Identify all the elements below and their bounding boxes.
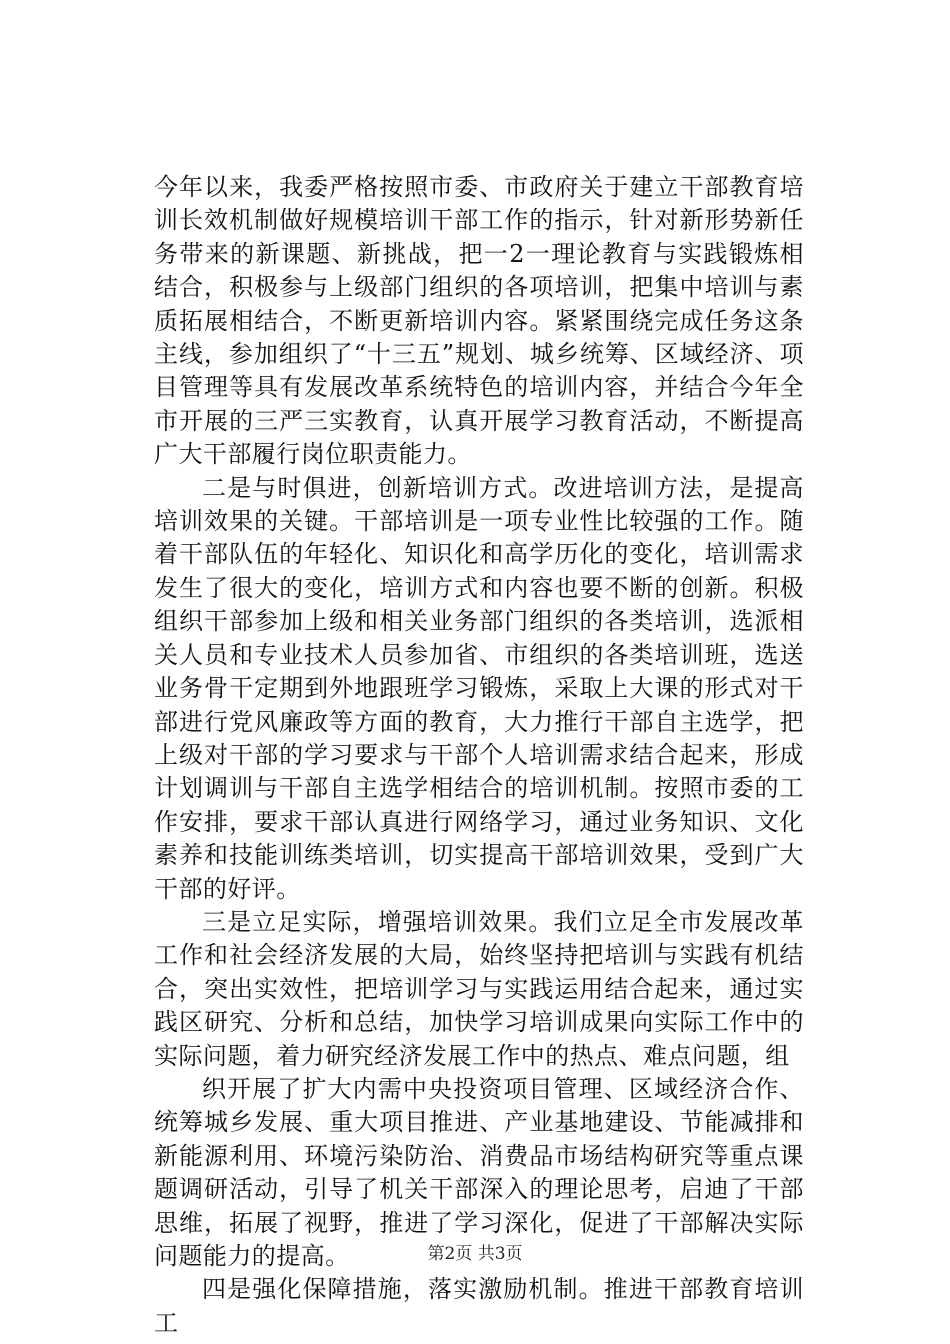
- paragraph-2: 二是与时俱进，创新培训方式。改进培训方法，是提高培训效果的关键。干部培训是一项专业性比较强的工作。随着干部队伍的年轻化、知识化和高学历化的变化，培训需求发生了很大的变化，培训方式和内容也要不断的创新。积极组织干部参加上级和相关业务部门组织的各类培训，选派相关人员和专业技术人员参加省、市组织的各类培训班，选送业务骨干定期到外地跟班学习锻炼，采取上大课的形式对干部进行党风廉政等方面的教育，大力推行干部自主选学，把上级对干部的学习要求与干部个人培训需求结合起来，形成计划调训与干部自主选学相结合的培训机制。按照市委的工作安排，要求干部认真进行网络学习，通过业务知识、文化素养和技能训练类培训，切实提高干部培训效果，受到广大干部的好评。: [154, 473, 804, 903]
- page-number-footer: 第2页 共3页: [427, 1244, 523, 1264]
- document-body: [154, 171, 804, 1340]
- paragraph-3: 三是立足实际，增强培训效果。我们立足全市发展改革工作和社会经济发展的大局，始终坚持把培训与实践有机结合，突出实效性，把培训学习与实践运用结合起来，通过实践区研究、分析和总结，加快学习培训成果向实际工作中的实际问题，着力研究经济发展工作中的热点、难点问题，组: [154, 907, 804, 1070]
- paragraph-5: 四是强化保障措施，落实激励机制。推进干部教育培训工: [154, 1275, 804, 1337]
- paragraph-4: 织开展了扩大内需中央投资项目管理、区域经济合作、统筹城乡发展、重大项目推进、产业基地建设、节能减排和新能源利用、环境污染防治、消费品市场结构研究等重点课题调研活动，引导了机关干部深入的理论思考，启迪了干部思维，拓展了视野，推进了学习深化，促进了干部解决实际问题能力的提高。: [154, 1074, 804, 1270]
- paragraph-1: 今年以来，我委严格按照市委、市政府关于建立干部教育培训长效机制做好规模培训干部工作的指示，针对新形势新任务带来的新课题、新挑战，把一2一理论教育与实践锻炼相结合，积极参与上级部门组织的各项培训，把集中培训与素质拓展相结合，不断更新培训内容。紧紧围绕完成任务这条主线，参加组织了“十三五”规划、城乡统筹、区域经济、项目管理等具有发展改革系统特色的培训内容，并结合今年全市开展的三严三实教育，认真开展学习教育活动，不断提高广大干部履行岗位职责能力。: [154, 173, 804, 469]
